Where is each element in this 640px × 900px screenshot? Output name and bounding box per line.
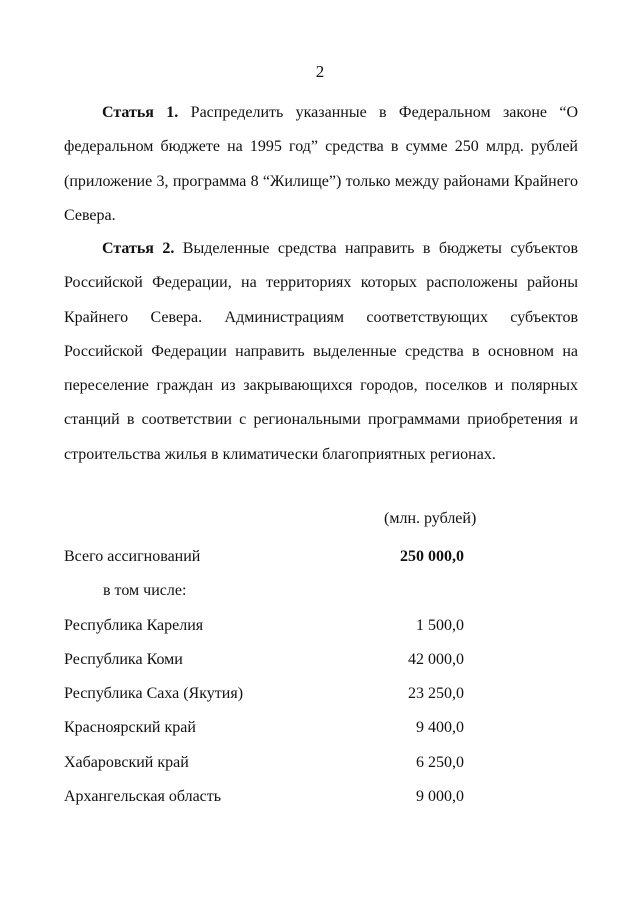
article-1-line [64, 96, 578, 130]
region-name: Республика Саха (Якутия) [64, 685, 244, 703]
region-name: Республика Коми [64, 650, 183, 668]
region-value: 1 500,0 [416, 616, 464, 634]
allocation-table [64, 540, 464, 814]
article-2-paragraph [64, 232, 578, 472]
article-2-line: Российской Федерации, на территориях которых расположены районы [64, 274, 578, 292]
total-value: 250 000,0 [400, 548, 464, 565]
table-row [64, 609, 464, 643]
article-2-line: Российской Федерации направить выделенные средства в основном на [64, 342, 578, 360]
region-value: 9 400,0 [416, 719, 464, 737]
article-2-heading: Статья 2. [102, 240, 175, 257]
table-row [64, 677, 464, 711]
region-value: 42 000,0 [408, 650, 464, 668]
article-1-heading: Статья 1. [102, 104, 179, 121]
table-subheader: в том числе: [103, 582, 187, 600]
article-1-line: федеральном бюджете на 1995 год” средства в сумме 250 млрд. рублей [64, 138, 578, 156]
table-row [64, 711, 464, 745]
region-value: 23 250,0 [408, 685, 464, 703]
region-name: Красноярский край [64, 719, 196, 737]
article-2-line [64, 232, 578, 266]
table-row [64, 746, 464, 780]
table-row [64, 780, 464, 814]
region-value: 9 000,0 [416, 788, 464, 806]
region-name: Хабаровский край [64, 753, 189, 771]
article-2-line: строительства жилья в климатически благоприятных регионах. [64, 445, 496, 463]
article-1-line-text: Распределить указанные в Федеральном законе “О [190, 104, 579, 121]
article-2-line: Крайнего Севера. Администрациям соответствующих субъектов [64, 308, 578, 326]
article-1-line: (приложение 3, программа 8 “Жилище”) только между районами Крайнего [64, 172, 578, 190]
article-2-line-text: Выделенные средства направить в бюджеты субъектов [182, 240, 579, 257]
table-units: (млн. рублей) [384, 510, 477, 527]
region-name: Республика Карелия [64, 616, 204, 634]
article-2-line: станций в соответствии с региональными программами приобретения и [64, 411, 578, 429]
article-2-line: переселение граждан из закрывающихся городов, поселков и полярных [64, 377, 578, 395]
page-number: 2 [315, 62, 325, 81]
region-name: Архангельская область [64, 788, 222, 806]
article-1-paragraph [64, 96, 578, 233]
region-value: 6 250,0 [416, 753, 464, 771]
table-row [64, 643, 464, 677]
table-row-total [64, 540, 464, 574]
total-label: Всего ассигнований [64, 548, 201, 565]
article-1-line: Севера. [64, 206, 116, 224]
table-subheader-row [64, 574, 464, 608]
